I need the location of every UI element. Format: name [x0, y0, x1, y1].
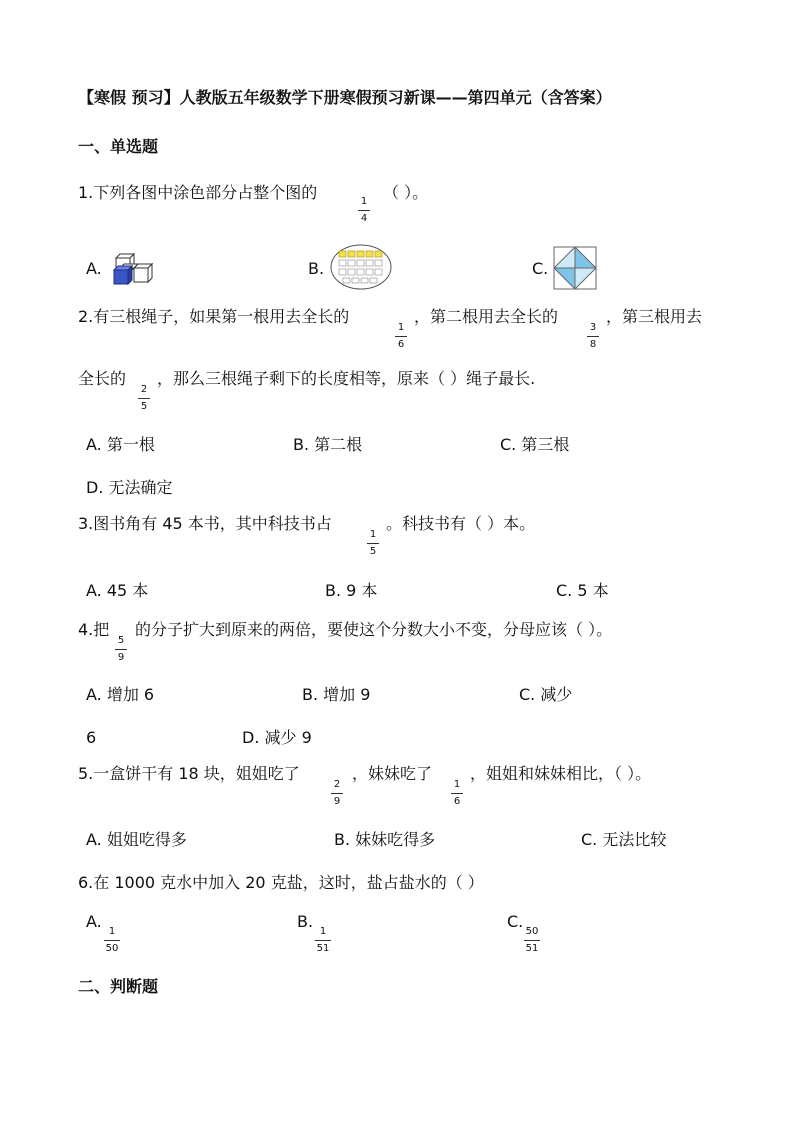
question-2-stem-part5: ，那么三根绳子剩下的长度相等，原来（ ）绳子最长.: [157, 369, 536, 388]
question-3-stem: 3.图书角有 45 本书，其中科技书占: [78, 514, 332, 533]
question-1-stem: 1.下列各图中涂色部分占整个图的: [78, 183, 318, 202]
question-5-option-c: C. 无法比较: [581, 830, 667, 849]
question-5-stem-part1: 5.一盒饼干有 18 块，姐姐吃了: [78, 764, 300, 783]
question-1-option-b-label: B.: [308, 259, 325, 278]
question-5-fraction-2: 1 6: [450, 779, 464, 808]
question-6-option-a-fraction: 1 50: [105, 926, 119, 954]
question-4-option-b: B. 增加 9: [302, 685, 371, 704]
question-4-option-a: A. 增加 6: [86, 685, 155, 704]
question-4-after: 的分子扩大到原来的两倍，要使这个分数大小不变，分母应该（ ）。: [135, 620, 613, 639]
question-1-option-a-label: A.: [86, 259, 102, 278]
question-4-option-c: C. 减少: [519, 685, 573, 704]
question-6-option-b-fraction: 1 51: [316, 926, 330, 954]
question-3-option-a: A. 45 本: [86, 581, 149, 600]
question-1-fraction: 1 4: [357, 196, 371, 225]
question-6-option-b-label: B.: [297, 912, 314, 931]
question-2-option-a: A. 第一根: [86, 435, 155, 454]
question-4-option-c-continued: 6: [86, 728, 97, 747]
question-2-option-b: B. 第二根: [293, 435, 363, 454]
question-6-option-a-label: A.: [86, 912, 102, 931]
question-4-option-d: D. 减少 9: [242, 728, 312, 747]
question-4-prefix: 4.把: [78, 620, 110, 639]
question-5-fraction-1: 2 9: [330, 779, 344, 808]
question-5-option-a: A. 姐姐吃得多: [86, 830, 187, 849]
question-5-stem-part3: ，姐姐和妹妹相比，（ ）。: [470, 764, 652, 783]
question-3-after: 。科技书有（ ）本。: [386, 514, 536, 533]
question-5-option-b: B. 妹妹吃得多: [334, 830, 436, 849]
question-6-stem: 6.在 1000 克水中加入 20 克盐，这时，盐占盐水的（ ）: [78, 873, 484, 892]
question-6-option-c-label: C.: [507, 912, 524, 931]
cakes-figure: [330, 243, 392, 291]
question-2-stem-part4: 全长的: [78, 369, 127, 388]
question-2-fraction-3: 2 5: [137, 384, 151, 413]
page-title: 【寒假 预习】人教版五年级数学下册寒假预习新课——第四单元（含答案）: [78, 88, 612, 107]
question-3-option-b: B. 9 本: [325, 581, 378, 600]
question-2-stem-part3: ，第三根用去: [606, 307, 703, 326]
question-4-fraction: 5 9: [114, 635, 128, 664]
section-heading-true-false: 二、判断题: [78, 977, 159, 996]
question-3-fraction: 1 5: [366, 529, 380, 558]
question-1-blank: （ ）。: [383, 183, 429, 202]
square-diamond-figure: [553, 246, 597, 290]
question-6-option-c-fraction: 50 51: [525, 926, 539, 954]
section-heading-single-choice: 一、单选题: [78, 137, 159, 156]
question-2-fraction-2: 3 8: [586, 322, 600, 351]
question-2-fraction-1: 1 6: [394, 322, 408, 351]
question-2-stem-part1: 2.有三根绳子，如果第一根用去全长的: [78, 307, 350, 326]
question-5-stem-part2: ，妹妹吃了: [352, 764, 433, 783]
cubes-figure: [108, 250, 164, 286]
question-2-stem-part2: ，第二根用去全长的: [414, 307, 559, 326]
question-1-option-c-label: C.: [532, 259, 549, 278]
question-2-option-d: D. 无法确定: [86, 478, 173, 497]
question-2-option-c: C. 第三根: [500, 435, 570, 454]
question-3-option-c: C. 5 本: [556, 581, 609, 600]
